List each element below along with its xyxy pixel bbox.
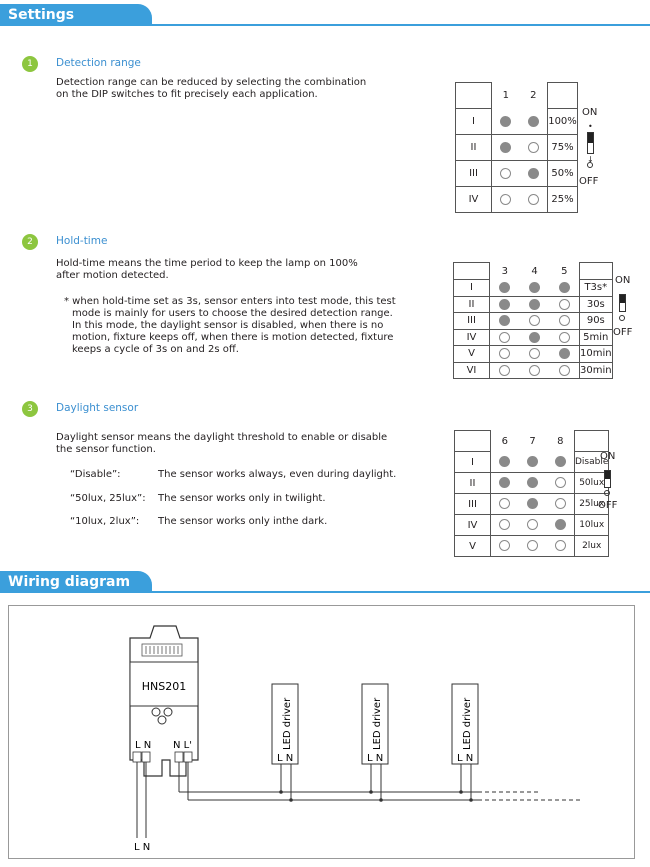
switch-number-header: 7 <box>529 435 536 447</box>
text-line: mode is mainly for users to choose the desired detection range. <box>72 308 393 319</box>
row-label: V <box>455 536 491 557</box>
daylight-def-desc: The sensor works only inthe dark. <box>158 516 328 527</box>
row-value: 5min <box>580 329 613 346</box>
row-label: II <box>454 296 490 313</box>
daylight-def-term: “Disable”: <box>70 469 121 480</box>
driver-terminal-label: L N <box>457 753 474 764</box>
switch-number-header: 1 <box>502 90 509 101</box>
row-label: V <box>454 346 490 363</box>
daylight-def-desc: The sensor works always, even during daylight. <box>158 469 397 480</box>
settings-title: Settings <box>0 4 152 26</box>
switch-off-label: OFF <box>579 176 599 187</box>
row-value: 25% <box>548 187 578 213</box>
row-label: IV <box>456 187 492 213</box>
text-line: motion, fixture keeps off, when there is motion detected, fixture <box>72 332 394 343</box>
switch-on-label: ON <box>600 451 616 462</box>
sensor-model-label: HNS201 <box>141 680 187 693</box>
led-driver-label: LED driver <box>462 697 473 750</box>
driver-terminal-label: L N <box>367 753 384 764</box>
dip-switch-icon: • ↓ <box>584 122 604 177</box>
row-label: II <box>455 473 491 494</box>
row-label: IV <box>454 329 490 346</box>
row-label: I <box>456 109 492 135</box>
daylight-def-term: “10lux, 2lux”: <box>70 516 140 527</box>
row-value: 50% <box>548 161 578 187</box>
daylight-def-desc: The sensor works only in twilight. <box>158 493 326 504</box>
led-driver-label: LED driver <box>282 697 293 750</box>
switch-number-header: 6 <box>501 435 508 447</box>
text-line: on the DIP switches to fit precisely each application. <box>56 89 318 100</box>
switch-on-label: ON <box>582 107 598 118</box>
section-title-hold-time: Hold-time <box>56 235 108 247</box>
wiring-title: Wiring diagram <box>0 571 152 593</box>
row-label: III <box>454 313 490 330</box>
text-line: keeps a cycle of 3s on and 2s off. <box>72 344 239 355</box>
row-value: 25lux <box>575 494 609 515</box>
text-line: after motion detected. <box>56 270 169 281</box>
section-title-daylight-sensor: Daylight sensor <box>56 402 139 414</box>
row-value: 50lux <box>575 473 609 494</box>
row-value: 10lux <box>575 515 609 536</box>
switch-off-label: OFF <box>598 500 618 511</box>
section-title-detection-range: Detection range <box>56 57 141 69</box>
switch-number-header: 8 <box>557 435 564 447</box>
row-label: II <box>456 135 492 161</box>
row-label: I <box>454 280 490 297</box>
row-label: III <box>455 494 491 515</box>
switch-on-label: ON <box>615 275 631 286</box>
sensor-left-terminal-label: L N <box>135 740 152 751</box>
switch-number-header: 5 <box>561 265 568 277</box>
text-line: Detection range can be reduced by selecting the combination <box>56 77 367 88</box>
switch-off-label: OFF <box>613 327 633 338</box>
row-value: 10min <box>580 346 613 363</box>
section-number-3: 3 <box>22 401 38 417</box>
sensor-right-terminal-label: N L' <box>173 740 192 751</box>
row-value: 90s <box>580 313 613 330</box>
row-value: T3s* <box>580 280 613 297</box>
text-line: * when hold-time set as 3s, sensor enters into test mode, this test <box>64 296 396 307</box>
daylight-def-term: “50lux, 25lux”: <box>70 493 146 504</box>
row-label: I <box>455 452 491 473</box>
section-number-1: 1 <box>22 56 38 72</box>
supply-terminal-label: L N <box>134 842 151 853</box>
row-value: 100% <box>548 109 578 135</box>
row-value: 30s <box>580 296 613 313</box>
text-line: Daylight sensor means the daylight threshold to enable or disable <box>56 432 388 443</box>
led-driver-label: LED driver <box>372 697 383 750</box>
switch-number-header: 3 <box>501 265 508 277</box>
text-line: the sensor function. <box>56 444 156 455</box>
text-line: In this mode, the daylight sensor is disabled, when there is no <box>72 320 384 331</box>
row-label: VI <box>454 362 490 379</box>
switch-number-header: 2 <box>530 90 537 101</box>
driver-terminal-label: L N <box>277 753 294 764</box>
row-value: 30min <box>580 362 613 379</box>
row-value: 75% <box>548 135 578 161</box>
row-value: Disable <box>575 452 609 473</box>
row-label: IV <box>455 515 491 536</box>
switch-number-header: 4 <box>531 265 538 277</box>
text-line: Hold-time means the time period to keep the lamp on 100% <box>56 258 358 269</box>
section-number-2: 2 <box>22 234 38 250</box>
row-label: III <box>456 161 492 187</box>
row-value: 2lux <box>575 536 609 557</box>
